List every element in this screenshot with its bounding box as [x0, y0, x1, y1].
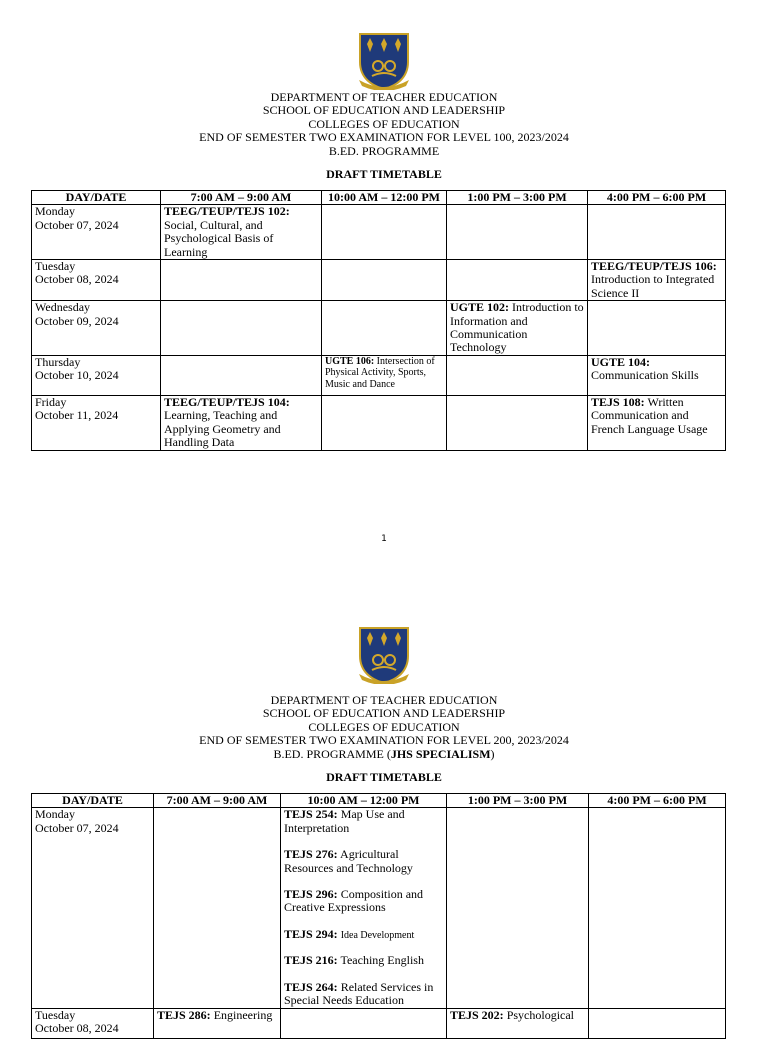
course-code: TEEG/TEUP/TEJS 104: — [164, 394, 290, 409]
timetable-table — [31, 793, 726, 1039]
table-header-row — [32, 794, 726, 808]
course-code: TEJS 108: — [591, 394, 645, 409]
day-date: October 11, 2024 — [35, 408, 119, 423]
course-title: Map Use and Interpretation — [284, 807, 405, 835]
empty-cell — [281, 1008, 447, 1038]
university-crest-logo — [358, 626, 410, 684]
exam-cell — [588, 260, 726, 301]
day-cell — [32, 1008, 154, 1038]
empty-cell — [322, 260, 447, 301]
day-cell — [32, 395, 161, 450]
exam-cell — [154, 1008, 281, 1038]
empty-cell — [447, 355, 588, 395]
day-name: Monday — [35, 807, 75, 822]
exam-cell — [161, 395, 322, 450]
document-header — [0, 91, 768, 158]
day-name: Tuesday — [35, 1007, 76, 1022]
column-header: DAY/DATE — [32, 794, 154, 808]
university-crest-logo — [358, 32, 410, 90]
exam-entry — [284, 954, 443, 967]
empty-cell — [161, 301, 322, 356]
exam-entry — [284, 808, 443, 835]
day-date: October 08, 2024 — [35, 1020, 119, 1035]
day-cell — [32, 808, 154, 1008]
course-code: TEJS 202: — [450, 1007, 504, 1022]
timetable-table — [31, 190, 726, 451]
course-title: Idea Development — [340, 929, 415, 941]
column-header: 4:00 PM – 6:00 PM — [589, 794, 726, 808]
day-date: October 07, 2024 — [35, 820, 119, 835]
course-title: Introduction to Integrated Science II — [591, 272, 715, 300]
school-name: SCHOOL OF EDUCATION AND LEADERSHIP — [262, 706, 506, 721]
programme-name — [0, 748, 768, 761]
day-cell — [32, 355, 161, 395]
exam-cell — [322, 355, 447, 395]
course-title: Intersection of Physical Activity, Sports, Music and Dance — [325, 355, 435, 390]
course-title: Teaching English — [340, 953, 424, 968]
programme-suffix: ) — [490, 746, 495, 761]
course-code: TEEG/TEUP/TEJS 106: — [591, 259, 717, 274]
specialism-name: JHS SPECIALISM — [390, 746, 491, 761]
empty-cell — [588, 205, 726, 260]
column-header: 10:00 AM – 12:00 PM — [322, 191, 447, 205]
day-name: Wednesday — [35, 300, 91, 315]
course-code: UGTE 104: — [591, 354, 651, 369]
department-name: DEPARTMENT OF TEACHER EDUCATION — [270, 693, 498, 707]
table-row — [32, 355, 726, 395]
empty-cell — [588, 301, 726, 356]
empty-cell — [589, 808, 726, 1008]
course-title: Psychological — [506, 1007, 575, 1022]
exam-entry — [284, 981, 443, 1008]
timetable-title: DRAFT TIMETABLE — [326, 167, 442, 181]
empty-cell — [322, 395, 447, 450]
programme-name: B.ED. PROGRAMME — [328, 143, 440, 158]
exam-entry — [284, 888, 443, 915]
column-header: 4:00 PM – 6:00 PM — [588, 191, 726, 205]
course-title: Introduction to Information and Communication Technology — [450, 300, 584, 355]
empty-cell — [322, 301, 447, 356]
empty-cell — [154, 808, 281, 1008]
exam-cell — [281, 808, 447, 1008]
timetable-title: DRAFT TIMETABLE — [326, 770, 442, 784]
table-row — [32, 301, 726, 356]
course-code: TEJS 276: — [284, 847, 338, 862]
empty-cell — [161, 260, 322, 301]
empty-cell — [447, 395, 588, 450]
day-name: Monday — [35, 204, 75, 219]
empty-cell — [447, 205, 588, 260]
exam-cell — [447, 301, 588, 356]
course-title: Engineering — [213, 1007, 273, 1022]
exam-cell — [588, 355, 726, 395]
course-title: Agricultural Resources and Technology — [284, 847, 413, 875]
programme-prefix: B.ED. PROGRAMME ( — [273, 746, 391, 761]
day-date: October 08, 2024 — [35, 272, 119, 287]
course-code: TEEG/TEUP/TEJS 102: — [164, 204, 290, 219]
table-row — [32, 808, 726, 1008]
course-title: Written Communication and French Language Usage — [591, 394, 708, 436]
page-number: 1 — [381, 534, 387, 544]
course-title: Social, Cultural, and Psychological Basis of Learning — [164, 217, 274, 259]
table-row — [32, 395, 726, 450]
exam-entry — [284, 848, 443, 875]
exam-cell — [447, 1008, 589, 1038]
course-code: TEJS 264: — [284, 979, 338, 994]
column-header: 10:00 AM – 12:00 PM — [281, 794, 447, 808]
exam-cell — [161, 205, 322, 260]
college-name: COLLEGES OF EDUCATION — [308, 719, 460, 734]
document-header — [0, 694, 768, 761]
day-date: October 07, 2024 — [35, 217, 119, 232]
department-name: DEPARTMENT OF TEACHER EDUCATION — [270, 90, 498, 104]
day-name: Friday — [35, 394, 67, 409]
empty-cell — [447, 260, 588, 301]
course-code: TEJS 286: — [157, 1007, 211, 1022]
exam-title: END OF SEMESTER TWO EXAMINATION FOR LEVEL 100, 2023/2024 — [199, 130, 569, 145]
empty-cell — [447, 808, 589, 1008]
column-header: 7:00 AM – 9:00 AM — [161, 191, 322, 205]
course-code: UGTE 102: — [450, 300, 510, 315]
exam-title: END OF SEMESTER TWO EXAMINATION FOR LEVEL 200, 2023/2024 — [199, 733, 569, 748]
day-cell — [32, 301, 161, 356]
course-code: TEJS 254: — [284, 807, 338, 822]
column-header: 7:00 AM – 9:00 AM — [154, 794, 281, 808]
course-title: Composition and Creative Expressions — [284, 887, 424, 915]
day-name: Thursday — [35, 354, 81, 369]
column-header: 1:00 PM – 3:00 PM — [447, 794, 589, 808]
column-header: DAY/DATE — [32, 191, 161, 205]
college-name: COLLEGES OF EDUCATION — [308, 116, 460, 131]
course-code: TEJS 294: — [284, 926, 338, 941]
table-header-row — [32, 191, 726, 205]
empty-cell — [589, 1008, 726, 1038]
table-row — [32, 1008, 726, 1038]
column-header: 1:00 PM – 3:00 PM — [447, 191, 588, 205]
day-cell — [32, 260, 161, 301]
day-cell — [32, 205, 161, 260]
course-title: Learning, Teaching and Applying Geometry and Handling Data — [164, 408, 281, 450]
course-code: TEJS 296: — [284, 887, 338, 902]
course-title: Communication Skills — [591, 368, 699, 383]
course-code: TEJS 216: — [284, 953, 338, 968]
table-row — [32, 205, 726, 260]
day-date: October 09, 2024 — [35, 313, 119, 328]
empty-cell — [161, 355, 322, 395]
day-name: Tuesday — [35, 259, 76, 274]
school-name: SCHOOL OF EDUCATION AND LEADERSHIP — [262, 103, 506, 118]
exam-entry — [284, 928, 443, 942]
table-row — [32, 260, 726, 301]
exam-cell — [588, 395, 726, 450]
day-date: October 10, 2024 — [35, 368, 119, 383]
empty-cell — [322, 205, 447, 260]
course-title: Related Services in Special Needs Education — [284, 979, 434, 1008]
course-code: UGTE 106: — [325, 355, 375, 367]
